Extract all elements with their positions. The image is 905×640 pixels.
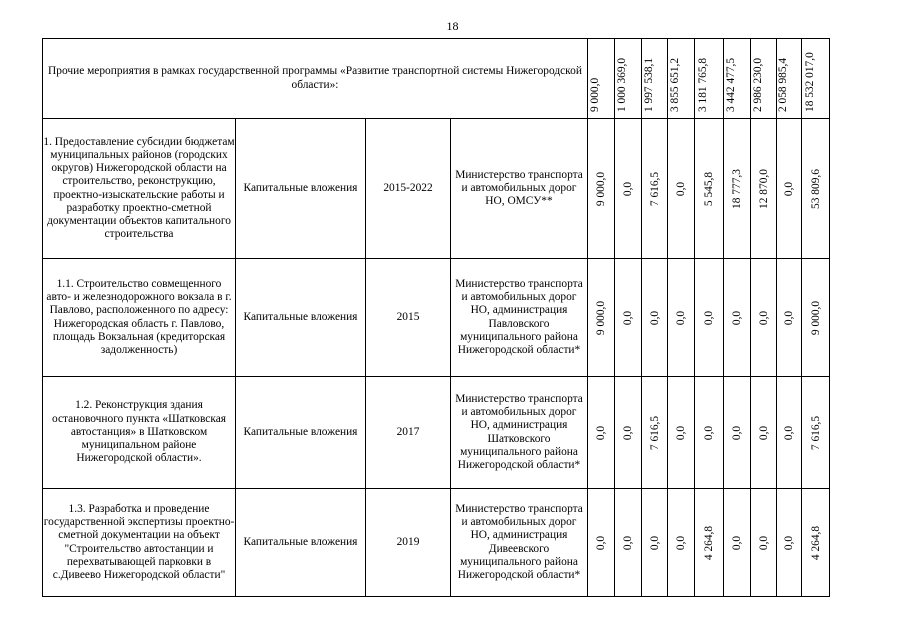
value-cell (615, 119, 642, 259)
value-cell (777, 489, 802, 597)
header-value-cell (695, 39, 724, 119)
value: 0,0 (783, 310, 795, 325)
value-cell (777, 259, 802, 377)
executor: Министерство транспорта и автомобильных дорог НО, администрация Павловского муниципального района Нижегородской области* (451, 259, 588, 377)
header-value-cell (802, 39, 830, 119)
value: 0,0 (783, 181, 795, 196)
value-cell (695, 489, 724, 597)
header-value: 2 058 985,4 (777, 57, 789, 112)
value: 0,0 (648, 310, 661, 325)
value-cell (615, 377, 642, 489)
value: 0,0 (783, 535, 795, 550)
header-row (43, 39, 830, 119)
investment-type: Капитальные вложения (236, 119, 366, 259)
table-row (43, 119, 830, 259)
value: 12 870,0 (757, 168, 770, 209)
value: 0,0 (703, 310, 715, 325)
value-cell (588, 119, 615, 259)
value-cell (724, 259, 751, 377)
value-cell (588, 377, 615, 489)
value: 0,0 (648, 535, 661, 550)
value-cell (642, 377, 668, 489)
header-value-cell (588, 39, 615, 119)
value-cell (802, 119, 830, 259)
value: 9 000,0 (595, 300, 607, 335)
value: 53 809,6 (809, 168, 822, 209)
years: 2019 (366, 489, 451, 597)
header-value: 3 442 477,5 (725, 57, 737, 112)
value-cell (695, 377, 724, 489)
value-cell (668, 377, 695, 489)
value: 4 264,8 (809, 525, 822, 560)
value: 0,0 (595, 425, 607, 440)
value: 9 000,0 (809, 300, 822, 335)
value: 0,0 (731, 535, 743, 550)
table-row (43, 259, 830, 377)
value: 0,0 (731, 425, 743, 440)
executor: Министерство транспорта и автомобильных дорог НО, администрация Шатковского муниципального района Нижегородской области* (451, 377, 588, 489)
value: 7 616,5 (648, 415, 661, 450)
value-cell (777, 377, 802, 489)
header-value-cell (615, 39, 642, 119)
activity-name: 1.3. Разработка и проведение государственной экспертизы проектно-сметной документации на объект "Строительство автостанции и перехватывающей парковки в с.Дивеево Нижегородской области" (43, 489, 236, 597)
value: 0,0 (703, 425, 715, 440)
program-table (42, 38, 830, 597)
value-cell (695, 119, 724, 259)
value: 0,0 (675, 425, 687, 440)
value-cell (588, 489, 615, 597)
header-value: 1 997 538,1 (642, 57, 655, 112)
page-number: 18 (446, 19, 459, 33)
value-cell (668, 259, 695, 377)
value-cell (615, 259, 642, 377)
activity-name: 1.1. Строительство совмещенного авто- и железнодорожного вокзала в г. Павлово, расположенного по адресу: Нижегородская область г. Павлово, площадь Вокзальная (кредиторская задолженность) (43, 259, 236, 377)
investment-type: Капитальные вложения (236, 489, 366, 597)
value: 0,0 (622, 310, 634, 325)
value: 5 545,8 (703, 171, 715, 206)
value: 0,0 (675, 535, 687, 550)
activity-name: 1. Предоставление субсидии бюджетам муниципальных районов (городских округов) Нижегородской области на строительство, реконструкцию, проектно-изыскательские работы и разработку проектно-сметной документации объектов капитального строительства (43, 119, 236, 259)
value: 0,0 (675, 181, 687, 196)
value: 0,0 (622, 535, 634, 550)
years: 2015 (366, 259, 451, 377)
value: 0,0 (675, 310, 687, 325)
value-cell (724, 489, 751, 597)
table-row (43, 377, 830, 489)
value-cell (751, 259, 777, 377)
value-cell (642, 489, 668, 597)
table-row (43, 489, 830, 597)
value-cell (668, 489, 695, 597)
value-cell (615, 489, 642, 597)
executor: Министерство транспорта и автомобильных дорог НО, администрация Дивеевского муниципального района Нижегородской области* (451, 489, 588, 597)
value: 9 000,0 (595, 171, 607, 206)
value: 18 777,3 (731, 168, 743, 209)
investment-type: Капитальные вложения (236, 259, 366, 377)
investment-type: Капитальные вложения (236, 377, 366, 489)
header-value-cell (724, 39, 751, 119)
header-value: 9 000,0 (589, 77, 601, 112)
header-value: 18 532 017,0 (803, 52, 816, 112)
value: 0,0 (757, 310, 770, 325)
value: 4 264,8 (703, 525, 715, 560)
header-value-cell (668, 39, 695, 119)
value-cell (668, 119, 695, 259)
value: 7 616,5 (809, 415, 822, 450)
value-cell (802, 489, 830, 597)
value-cell (588, 259, 615, 377)
header-value: 2 986 230,0 (751, 57, 764, 112)
executor: Министерство транспорта и автомобильных дорог НО, ОМСУ** (451, 119, 588, 259)
value: 0,0 (783, 425, 795, 440)
value-cell (724, 119, 751, 259)
header-value: 3 855 651,2 (669, 57, 681, 112)
value: 0,0 (595, 535, 607, 550)
header-value: 1 000 369,0 (616, 57, 628, 112)
value-cell (642, 119, 668, 259)
value: 0,0 (757, 535, 770, 550)
activity-name: 1.2. Реконструкция здания остановочного пункта «Шатковская автостанция» в Шатковском муниципальном районе Нижегородской области». (43, 377, 236, 489)
value-cell (751, 377, 777, 489)
value-cell (642, 259, 668, 377)
value-cell (695, 259, 724, 377)
value: 0,0 (731, 310, 743, 325)
years: 2015-2022 (366, 119, 451, 259)
value: 7 616,5 (648, 171, 661, 206)
value-cell (777, 119, 802, 259)
value-cell (724, 377, 751, 489)
years: 2017 (366, 377, 451, 489)
header-value-cell (777, 39, 802, 119)
header-value-cell (642, 39, 668, 119)
value-cell (802, 259, 830, 377)
value-cell (751, 489, 777, 597)
value-cell (751, 119, 777, 259)
header-title: Прочие мероприятия в рамках государственной программы «Развитие транспортной системы Нижегородской области»: (43, 39, 588, 119)
value: 0,0 (622, 425, 634, 440)
value: 0,0 (622, 181, 634, 196)
header-value-cell (751, 39, 777, 119)
value: 0,0 (757, 425, 770, 440)
value-cell (802, 377, 830, 489)
header-value: 3 181 765,8 (697, 57, 709, 112)
